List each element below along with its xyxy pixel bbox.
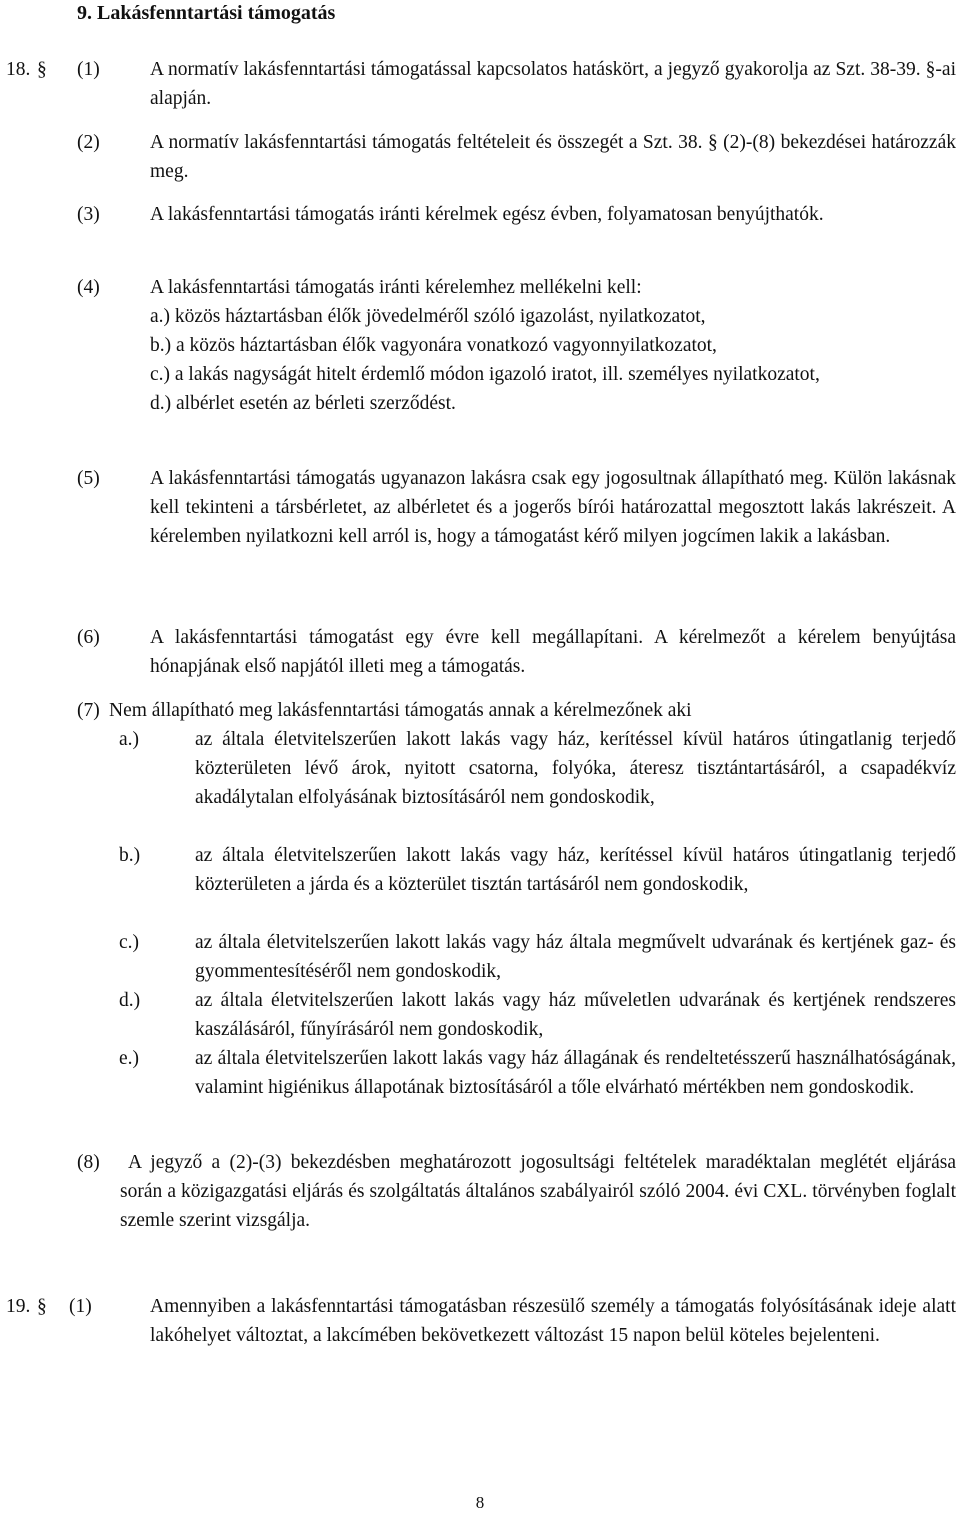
item-text: az általa életvitelszerűen lakott lakás vagy ház műveletlen udvarának és kertjének rendszeres kaszálásáról, fűnyírásáról nem gondoskodik,: [195, 990, 956, 1040]
item-label: d.): [119, 990, 141, 1011]
paragraph-text: A lakásfenntartási támogatás iránti kérelmek egész évben, folyamatosan benyújthatók.: [150, 204, 824, 225]
item-text: az általa életvitelszerűen lakott lakás vagy ház általa megművelt udvarának és kertjének gaz- és gyommentesítéséről nem gondoskodik,: [195, 932, 956, 982]
paragraph-label: (6): [77, 627, 100, 648]
paragraph-text: [120, 1148, 956, 1235]
paragraph-label: (5): [77, 468, 100, 489]
paragraph-text: A lakásfenntartási támogatás iránti kérelemhez mellékelni kell:: [150, 277, 642, 298]
paragraph-label: (1): [77, 59, 100, 80]
paragraph-label: (7): [77, 700, 100, 721]
section-symbol: §: [37, 59, 47, 80]
paragraph-label: (8): [77, 1152, 100, 1173]
list-item: c.) a lakás nagyságát hitelt érdemlő módon igazoló iratot, ill. személyes nyilatkozatot,: [150, 364, 820, 385]
section-number: 18.: [6, 59, 31, 80]
paragraph-text: A lakásfenntartási támogatás ugyanazon lakásra csak egy jogosultnak állapítható meg. Külön lakásnak kell tekinteni a társbérletet, az albérletet és a jogerős bírói határozattal megosztott lakás lakrészeit. A kérelemben nyilatkozni kell arról is, hogy a támogatást kérő milyen jogcímen lakik a lakásban.: [150, 468, 956, 547]
section-number: 19.: [6, 1296, 31, 1317]
paragraph-text: A lakásfenntartási támogatást egy évre kell megállapítani. A kérelmezőt a kérelem benyújtása hónapjának első napjától illeti meg a támogatás.: [150, 627, 956, 677]
paragraph-text: Amennyiben a lakásfenntartási támogatásban részesülő személy a támogatás folyósításának ideje alatt lakóhelyet változtat, a lakcímében bekövetkezett változást 15 napon belül köteles bejelenteni.: [150, 1296, 956, 1346]
paragraph-label: (2): [77, 132, 100, 153]
item-label: b.): [119, 845, 141, 866]
list-item: b.) a közös háztartásban élők vagyonára vonatkozó vagyonnyilatkozatot,: [150, 335, 717, 356]
item-label: c.): [119, 932, 140, 953]
attachment-list: [150, 302, 956, 418]
item-text: az általa életvitelszerűen lakott lakás vagy ház, kerítéssel kívül határos útingatlanig terjedő közterületen lévő árok, nyitott csatorna, folyóka, áteresz tisztántartásáról, a csapadékvíz akadálytalan elfolyásának biztosításáról nem gondoskodik,: [195, 729, 956, 808]
item-label: a.): [119, 729, 140, 750]
section-title: 9. Lakásfenntartási támogatás: [77, 2, 336, 24]
item-text: az általa életvitelszerűen lakott lakás vagy ház, kerítéssel kívül határos útingatlanig terjedő közterületen a járda és a közterület tisztán tartásáról nem gondoskodik,: [195, 845, 956, 895]
paragraph-text: Nem állapítható meg lakásfenntartási támogatás annak a kérelmezőnek aki: [109, 700, 692, 721]
item-label: e.): [119, 1048, 140, 1069]
list-item: d.) albérlet esetén az bérleti szerződést.: [150, 393, 456, 414]
paragraph-label: (4): [77, 277, 100, 298]
section-symbol: §: [37, 1296, 47, 1317]
page-number: 8: [475, 1493, 485, 1512]
paragraph-text: A normatív lakásfenntartási támogatás feltételeit és összegét a Szt. 38. § (2)-(8) bekezdései határozzák meg.: [150, 132, 956, 182]
item-text: az általa életvitelszerűen lakott lakás vagy ház állagának és rendeltetésszerű használhatóságának, valamint higiénikus állapotának biztosításáról a tőle elvárható mértékben nem gondoskodik.: [195, 1048, 956, 1098]
paragraph-text-content: A jegyző a (2)-(3) bekezdésben meghatározott jogosultsági feltételek maradéktalan meglétét eljárása során a közigazgatási eljárás és szolgáltatás általános szabályairól szóló 2004. évi CXL. törvényben foglalt szemle szerint vizsgálja.: [120, 1152, 956, 1231]
paragraph-label: (1): [69, 1296, 92, 1317]
list-item: a.) közös háztartásban élők jövedelméről szóló igazolást, nyilatkozatot,: [150, 306, 706, 327]
paragraph-label: (3): [77, 204, 100, 225]
paragraph-text: A normatív lakásfenntartási támogatással kapcsolatos hatáskört, a jegyző gyakorolja az Szt. 38-39. §-ai alapján.: [150, 59, 956, 109]
